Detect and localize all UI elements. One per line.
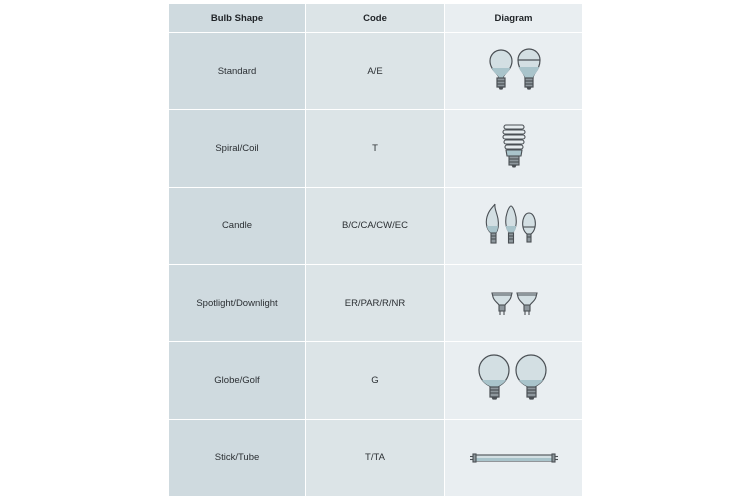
cell-diagram — [445, 110, 582, 186]
cell-diagram — [445, 342, 582, 418]
cell-shape: Stick/Tube — [169, 420, 305, 496]
header-bulb-shape: Bulb Shape — [169, 4, 305, 32]
spiral-bulb-icon — [499, 123, 529, 173]
cell-diagram — [445, 265, 582, 341]
cell-shape: Candle — [169, 188, 305, 264]
globe-bulb-icons — [474, 353, 554, 407]
standard-bulb-icons — [479, 46, 549, 96]
cell-shape: Spotlight/Downlight — [169, 265, 305, 341]
cell-diagram — [445, 420, 582, 496]
cell-code: A/E — [306, 33, 444, 109]
cell-code: B/C/CA/CW/EC — [306, 188, 444, 264]
cell-code: G — [306, 342, 444, 418]
cell-shape: Standard — [169, 33, 305, 109]
cell-shape: Spiral/Coil — [169, 110, 305, 186]
cell-code: T/TA — [306, 420, 444, 496]
cell-diagram — [445, 188, 582, 264]
cell-diagram — [445, 33, 582, 109]
cell-shape: Globe/Golf — [169, 342, 305, 418]
header-code: Code — [306, 4, 444, 32]
cell-code: ER/PAR/R/NR — [306, 265, 444, 341]
bulb-shape-table — [169, 4, 582, 496]
cell-code: T — [306, 110, 444, 186]
tube-bulb-icon — [469, 451, 559, 465]
spotlight-bulb-icons — [484, 283, 544, 323]
candle-bulb-icons — [479, 201, 549, 251]
header-diagram: Diagram — [445, 4, 582, 32]
